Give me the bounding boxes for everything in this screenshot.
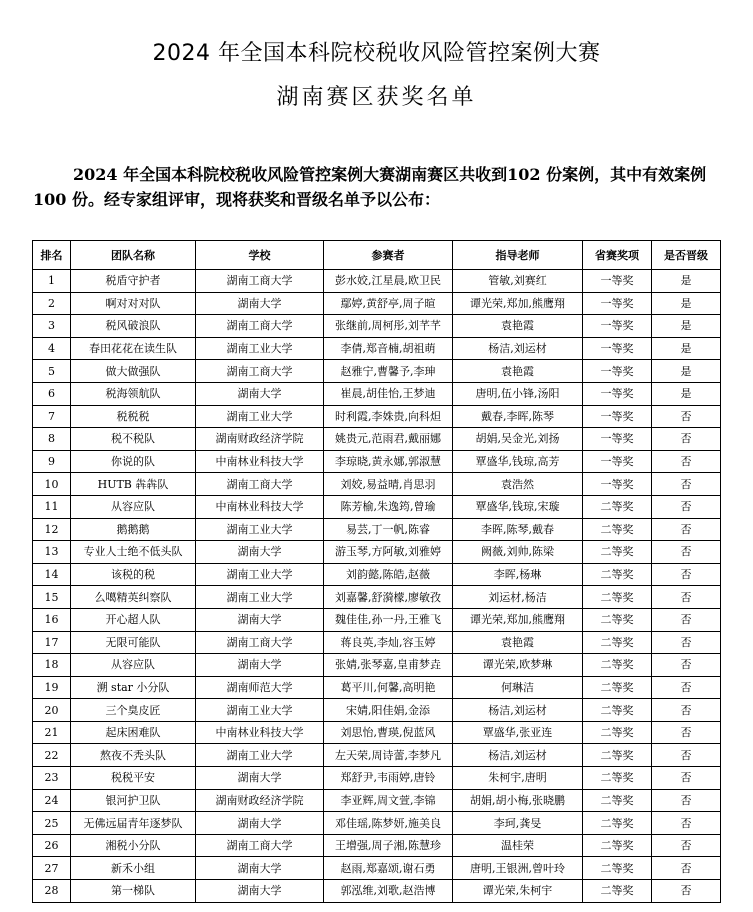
cell-award: 二等奖 [583,631,652,654]
cell-school: 湖南大学 [196,382,324,405]
table-row [33,428,721,451]
cell-advance: 是 [652,382,721,405]
header-advance: 是否晋级 [652,241,721,270]
cell-rank: 13 [33,541,71,564]
cell-award: 二等奖 [583,699,652,722]
cell-participants: 王增强,周子湘,陈慧珍 [324,834,453,857]
cell-advance: 否 [652,631,721,654]
cell-rank: 25 [33,812,71,835]
cell-award: 二等奖 [583,880,652,903]
cell-school: 湖南工商大学 [196,631,324,654]
cell-participants: 赵雨,郑嘉颂,谢石勇 [324,857,453,880]
cell-team: 税不税队 [71,428,196,451]
cell-advisor: 袁艳霞 [453,360,583,383]
cell-participants: 易芸,丁一帆,陈睿 [324,518,453,541]
cell-school: 湖南大学 [196,812,324,835]
cell-advisor: 李晖,陈琴,戴春 [453,518,583,541]
table-row [33,563,721,586]
cell-school: 湖南工商大学 [196,360,324,383]
cell-advisor: 谭光荣,郑加,熊鹰翔 [453,292,583,315]
cell-advisor: 阙薇,刘帅,陈梁 [453,541,583,564]
cell-team: 税风破浪队 [71,315,196,338]
header-participants: 参赛者 [324,241,453,270]
cell-award: 一等奖 [583,292,652,315]
cell-award: 二等奖 [583,789,652,812]
cell-team: 春田花花在读生队 [71,337,196,360]
cell-advisor: 谭光荣,朱柯宇 [453,880,583,903]
cell-school: 中南林业科技大学 [196,450,324,473]
cell-school: 湖南工业大学 [196,563,324,586]
cell-rank: 22 [33,744,71,767]
cell-award: 一等奖 [583,450,652,473]
cell-advance: 是 [652,270,721,293]
cell-award: 一等奖 [583,382,652,405]
cell-award: 一等奖 [583,337,652,360]
table-row [33,541,721,564]
cell-team: 熬夜不秃头队 [71,744,196,767]
cell-participants: 陈芳榆,朱逸筠,曾瑜 [324,495,453,518]
cell-school: 湖南工业大学 [196,586,324,609]
cell-award: 一等奖 [583,315,652,338]
cell-advance: 否 [652,699,721,722]
cell-award: 二等奖 [583,518,652,541]
table-row [33,676,721,699]
table-row [33,744,721,767]
table-row [33,270,721,293]
cell-award: 一等奖 [583,405,652,428]
cell-advance: 否 [652,518,721,541]
table-row [33,473,721,496]
cell-team: 无限可能队 [71,631,196,654]
table-row [33,834,721,857]
cell-rank: 4 [33,337,71,360]
cell-participants: 郭泓维,刘歌,赵浩博 [324,880,453,903]
table-row [33,315,721,338]
cell-school: 湖南大学 [196,541,324,564]
cell-participants: 李倩,郑音楠,胡祖萌 [324,337,453,360]
cell-participants: 葛平川,何馨,高明艳 [324,676,453,699]
cell-advisor: 唐明,王银洲,曾叶玲 [453,857,583,880]
table-row [33,880,721,903]
cell-advisor: 胡娟,吴金光,刘扬 [453,428,583,451]
cell-team: 银河护卫队 [71,789,196,812]
cell-rank: 23 [33,767,71,790]
cell-team: 该税的税 [71,563,196,586]
cell-advance: 否 [652,586,721,609]
title-line-1: 2024 年全国本科院校税收风险管控案例大赛 [152,41,601,66]
cell-participants: 张继前,周柯彤,刘芊芊 [324,315,453,338]
cell-school: 湖南大学 [196,292,324,315]
cell-advance: 否 [652,744,721,767]
cell-school: 湖南工业大学 [196,518,324,541]
cell-participants: 蒋良英,李灿,容玉婷 [324,631,453,654]
table-row [33,292,721,315]
cell-advisor: 何琳洁 [453,676,583,699]
cell-advisor: 唐明,伍小锋,汤阳 [453,382,583,405]
cell-school: 湖南大学 [196,857,324,880]
cell-advisor: 管敏,刘赛红 [453,270,583,293]
cell-participants: 李亚辉,周文萱,李锦 [324,789,453,812]
cell-rank: 5 [33,360,71,383]
cell-advance: 否 [652,405,721,428]
cell-advisor: 李珂,龚旻 [453,812,583,835]
cell-rank: 3 [33,315,71,338]
cell-participants: 郑舒尹,韦雨婷,唐铃 [324,767,453,790]
cell-advisor: 杨洁,刘运材 [453,337,583,360]
cell-participants: 邓佳瑶,陈梦妍,施美良 [324,812,453,835]
cell-award: 一等奖 [583,428,652,451]
table-row [33,789,721,812]
cell-team: 啊对对对队 [71,292,196,315]
cell-advisor: 覃盛华,钱琼,高芳 [453,450,583,473]
cell-advance: 否 [652,721,721,744]
cell-school: 湖南工商大学 [196,834,324,857]
cell-advance: 否 [652,880,721,903]
cell-award: 二等奖 [583,767,652,790]
cell-advance: 是 [652,315,721,338]
table-row [33,631,721,654]
cell-participants: 刘姣,易益晴,肖思羽 [324,473,453,496]
cell-team: 税税税 [71,405,196,428]
cell-team: HUTB 犇犇队 [71,473,196,496]
table-row [33,654,721,677]
cell-advisor: 袁艳霞 [453,631,583,654]
header-advisor: 指导老师 [453,241,583,270]
cell-rank: 17 [33,631,71,654]
cell-advisor: 李晖,杨琳 [453,563,583,586]
table-row [33,518,721,541]
table-row [33,450,721,473]
cell-award: 二等奖 [583,744,652,767]
cell-advisor: 袁浩然 [453,473,583,496]
table-row [33,608,721,631]
cell-team: 第一梯队 [71,880,196,903]
cell-advance: 是 [652,337,721,360]
cell-award: 二等奖 [583,586,652,609]
table-row [33,337,721,360]
table-header-row [33,241,721,270]
header-award: 省赛奖项 [583,241,652,270]
cell-award: 二等奖 [583,608,652,631]
cell-rank: 24 [33,789,71,812]
cell-rank: 15 [33,586,71,609]
cell-advance: 否 [652,473,721,496]
cell-advance: 否 [652,541,721,564]
header-school: 学校 [196,241,324,270]
cell-team: 税海领航队 [71,382,196,405]
cell-advance: 否 [652,450,721,473]
cell-advance: 是 [652,360,721,383]
cell-participants: 刘韵懿,陈皓,赵薇 [324,563,453,586]
cell-advisor: 戴春,李晖,陈琴 [453,405,583,428]
cell-advance: 否 [652,654,721,677]
cell-team: 无佛远届青年逐梦队 [71,812,196,835]
awards-table [32,240,721,903]
cell-rank: 7 [33,405,71,428]
cell-advance: 否 [652,857,721,880]
cell-advisor: 覃盛华,张亚连 [453,721,583,744]
cell-advisor: 覃盛华,钱琼,宋璇 [453,495,583,518]
cell-advisor: 袁艳霞 [453,315,583,338]
cell-advance: 是 [652,292,721,315]
cell-advisor: 杨洁,刘运材 [453,699,583,722]
table-row [33,405,721,428]
cell-participants: 赵雅宁,曹馨予,李珅 [324,360,453,383]
cell-award: 二等奖 [583,654,652,677]
cell-school: 湖南工业大学 [196,699,324,722]
cell-rank: 8 [33,428,71,451]
cell-team: 起床困难队 [71,721,196,744]
cell-advisor: 刘运材,杨洁 [453,586,583,609]
cell-advance: 否 [652,767,721,790]
cell-rank: 10 [33,473,71,496]
cell-advance: 否 [652,676,721,699]
cell-school: 湖南工业大学 [196,405,324,428]
cell-rank: 6 [33,382,71,405]
cell-school: 湖南工商大学 [196,315,324,338]
table-row [33,857,721,880]
cell-participants: 崔晨,胡佳怡,王梦迪 [324,382,453,405]
cell-rank: 12 [33,518,71,541]
intro-paragraph: 2024 年全国本科院校税收风险管控案例大赛湖南赛区共收到102 份案例，其中有效案例 100 份。经专家组评审，现将获奖和晋级名单予以公布： [33,165,707,209]
cell-school: 湖南财政经济学院 [196,428,324,451]
table-row [33,586,721,609]
cell-participants: 左天荣,周诗蕾,李梦凡 [324,744,453,767]
table-row [33,721,721,744]
cell-team: 做大做强队 [71,360,196,383]
cell-award: 二等奖 [583,834,652,857]
cell-advance: 否 [652,563,721,586]
cell-advisor: 朱柯宇,唐明 [453,767,583,790]
cell-school: 湖南工业大学 [196,744,324,767]
cell-team: 专业人士绝不低头队 [71,541,196,564]
cell-school: 湖南师范大学 [196,676,324,699]
cell-rank: 26 [33,834,71,857]
cell-participants: 宋婧,阳佳娟,金添 [324,699,453,722]
cell-rank: 14 [33,563,71,586]
table-row [33,699,721,722]
cell-team: 湘税小分队 [71,834,196,857]
cell-rank: 28 [33,880,71,903]
cell-participants: 李琼晓,黄永娜,郭淑慧 [324,450,453,473]
cell-advance: 否 [652,834,721,857]
cell-team: 开心超人队 [71,608,196,631]
cell-rank: 16 [33,608,71,631]
cell-team: 从容应队 [71,495,196,518]
cell-award: 二等奖 [583,563,652,586]
cell-advance: 否 [652,495,721,518]
table-row [33,360,721,383]
cell-participants: 张婧,张琴嘉,皇甫梦垚 [324,654,453,677]
cell-rank: 11 [33,495,71,518]
cell-school: 湖南大学 [196,767,324,790]
cell-team: 税税平安 [71,767,196,790]
cell-advisor: 胡娟,胡小梅,张晓鹏 [453,789,583,812]
cell-advisor: 杨洁,刘运材 [453,744,583,767]
cell-award: 一等奖 [583,473,652,496]
table-row [33,812,721,835]
cell-award: 二等奖 [583,495,652,518]
cell-award: 一等奖 [583,270,652,293]
cell-award: 一等奖 [583,360,652,383]
cell-award: 二等奖 [583,721,652,744]
cell-team: 么噶精英纠察队 [71,586,196,609]
cell-participants: 游玉琴,方阿敏,刘雅婷 [324,541,453,564]
cell-rank: 21 [33,721,71,744]
cell-participants: 时利霞,李姝贵,向科炟 [324,405,453,428]
cell-school: 湖南大学 [196,608,324,631]
cell-rank: 2 [33,292,71,315]
cell-participants: 姚贵元,范雨君,戴丽娜 [324,428,453,451]
cell-award: 二等奖 [583,857,652,880]
cell-school: 湖南工业大学 [196,337,324,360]
cell-participants: 刘思怡,曹瑛,倪蓝风 [324,721,453,744]
cell-school: 湖南大学 [196,654,324,677]
cell-award: 二等奖 [583,676,652,699]
cell-advisor: 谭光荣,欧梦琳 [453,654,583,677]
cell-advance: 否 [652,812,721,835]
table-row [33,382,721,405]
cell-rank: 1 [33,270,71,293]
table-row [33,767,721,790]
cell-rank: 18 [33,654,71,677]
cell-award: 二等奖 [583,541,652,564]
cell-advisor: 温桂荣 [453,834,583,857]
title-line-2: 湖南赛区获奖名单 [276,85,477,110]
table-row [33,495,721,518]
cell-rank: 9 [33,450,71,473]
cell-school: 中南林业科技大学 [196,495,324,518]
cell-advance: 否 [652,428,721,451]
header-rank: 排名 [33,241,71,270]
cell-rank: 20 [33,699,71,722]
cell-advisor: 谭光荣,郑加,熊鹰翔 [453,608,583,631]
cell-team: 税盾守护者 [71,270,196,293]
cell-school: 湖南工商大学 [196,473,324,496]
cell-team: 鹅鹅鹅 [71,518,196,541]
cell-participants: 刘嘉馨,舒漪檬,廖敏孜 [324,586,453,609]
cell-school: 湖南大学 [196,880,324,903]
cell-team: 溯 star 小分队 [71,676,196,699]
cell-school: 湖南工商大学 [196,270,324,293]
cell-participants: 鄢婷,黄舒亭,周子暄 [324,292,453,315]
cell-team: 从容应队 [71,654,196,677]
cell-school: 湖南财政经济学院 [196,789,324,812]
cell-rank: 27 [33,857,71,880]
cell-team: 三个臭皮匠 [71,699,196,722]
header-team: 团队名称 [71,241,196,270]
cell-team: 新禾小组 [71,857,196,880]
cell-participants: 彭水姣,江星晨,欧卫民 [324,270,453,293]
cell-team: 你说的队 [71,450,196,473]
cell-school: 中南林业科技大学 [196,721,324,744]
cell-advance: 否 [652,608,721,631]
cell-rank: 19 [33,676,71,699]
cell-advance: 否 [652,789,721,812]
cell-participants: 魏佳佳,孙一丹,王雅飞 [324,608,453,631]
cell-award: 二等奖 [583,812,652,835]
